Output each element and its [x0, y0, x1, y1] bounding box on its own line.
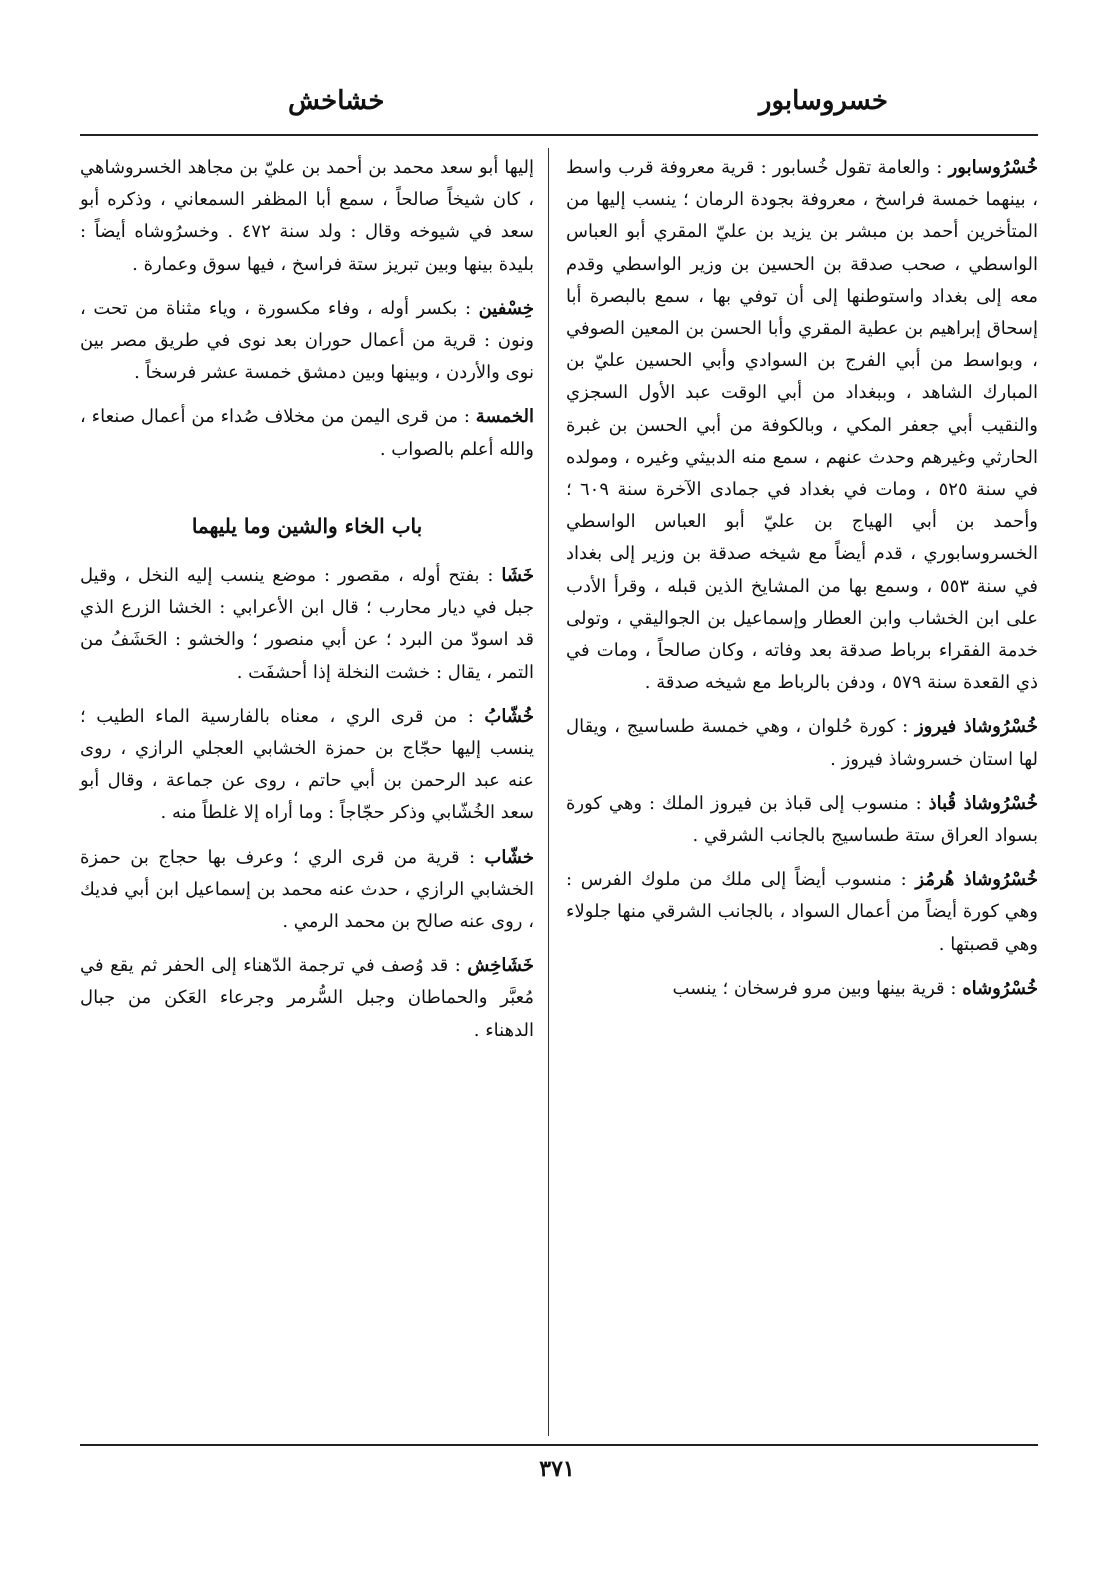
running-header-right: خسروسابور [758, 86, 888, 116]
entry-headword: خُسْرُوسابور [948, 157, 1038, 178]
entry [566, 711, 1038, 775]
entry-headword: خَشَا [501, 565, 534, 587]
entry [80, 701, 534, 830]
entry [80, 842, 534, 939]
entry [80, 293, 534, 390]
entry-text: : بفتح أوله ، مقصور : موضع ينسب إليه النخل ، وقيل جبل في ديار محارب ؛ قال ابن الأعرابي : الخشا الزرع الذي قد اسودّ من البرد ؛ عن أبي منصور ؛ والخشو : الحَشَفُ من التمر ، يقال : خشت النخلة إذا أحشفَت . [80, 565, 534, 683]
footer-rule [80, 1444, 1038, 1446]
entry [80, 401, 534, 465]
column-divider [548, 148, 549, 1436]
entry-text: : من قرى اليمن من مخلاف صُداء من أعمال صنعاء ، والله أعلم بالصواب . [80, 406, 534, 460]
entry-text: : قد وُصف في ترجمة الدّهناء إلى الحفر ثم يقع في مُعبَّر والحماطان وجبل السُّرمر وجرعاء العَكن من جبال الدهناء . [80, 955, 534, 1041]
entry-headword: خُسْرُوشاه [962, 977, 1038, 999]
header-rule [80, 134, 1038, 136]
entry [566, 788, 1038, 852]
entry [80, 950, 534, 1047]
right-column [566, 152, 1038, 1017]
entry-headword: خِسْفين [478, 297, 534, 319]
page-number: ٣٧١ [539, 1456, 575, 1482]
entry-headword: الخمسة [475, 406, 535, 428]
left-column [80, 152, 534, 1059]
entry-text: : قرية من قرى الري ؛ وعرف بها حجاج بن حمزة الخشابي الرازي ، حدث عنه محمد بن إسماعيل ابن أبي فديك ، روى عنه صالح بن محمد الرمي . [80, 846, 534, 933]
entry [566, 973, 1038, 1005]
entry [80, 560, 534, 689]
entry-headword: خَشَاخِش [467, 955, 534, 977]
entry [566, 864, 1038, 961]
running-header-left: خشاخش [288, 86, 385, 116]
entry-text: : قرية بينها وبين مرو فرسخان ؛ ينسب [672, 977, 957, 999]
entry-text: إليها أبو سعد محمد بن أحمد بن عليّ بن مجاهد الخسروشاهي ، كان شيخاً صالحاً ، سمع أبا المظفر السمعاني ، وذكره أبو سعد في شيوخه وقال : ولد سنة ٤٧٢ . وخسرُوشاه أيضاً : بليدة بينها وبين تبريز ستة فراسخ ، فيها سوق وعمارة . [80, 157, 534, 275]
entry-text: : منسوب إلى قباذ بن فيروز الملك : وهي كورة بسواد العراق ستة طساسيج بالجانب الشرقي . [566, 792, 1038, 847]
entry-text: : منسوب أيضاً إلى ملك من ملوك الفرس : وهي كورة أيضاً من أعمال السواد ، بالجانب الشرقي منها جلولاء وهي قصبتها . [566, 869, 1038, 955]
entry-headword: خُسْرُوشاذ قُباذ [928, 792, 1038, 814]
entry-headword: خُشّابُ [484, 705, 534, 727]
entry-headword: خُسْرُوشاذ فيروز [914, 716, 1038, 738]
entry-text: : كورة حُلوان ، وهي خمسة طساسيج ، ويقال لها استان خسروشاذ فيروز . [566, 716, 1038, 770]
entry-text: : والعامة تقول خُسابور : قرية معروفة قرب واسط ، بينهما خمسة فراسخ ، معروفة بجودة الرمان ؛ ينسب إليها من المتأخرين أحمد بن مبشر بن يزيد بن عليّ المقري أبو العباس الواسطي ، صحب صدقة بن الحسين بن وزير الواسطي وقدم معه إلى بغداد واستوطنها إلى أن توفي بها ، سمع بالبصرة أبا إسحاق إبراهيم بن عطية المقري وأبا الحسن بن المعين الصوفي ، وبواسط من أبي الفرج بن السوادي وأبي الحسين عليّ بن المبارك الشاهد ، وببغداد من أبي الوقت عبد الأول السجزي والنقيب أبي جعفر المكي ، وبالكوفة من أبي الحسن بن غبرة الحارثي وغيرهم وحدث عنهم ، سمع منه الدبيثي وغيره ، ومولده في سنة ٥٢٥ ، ومات في بغداد في جمادى الآخرة سنة ٦٠٩ ؛ وأحمد بن أبي الهياج بن عليّ أبو العباس الواسطي الخسروسابوري ، قدم أيضاً مع شيخه صدقة بن وزير إلى بغداد في سنة ٥٥٣ ، وسمع بها من المشايخ الذين قبله ، وقرأ الأدب على ابن الخشاب وابن العطار وإسماعيل بن الجواليقي ، وتولى خدمة الفقراء برباط صدقة بعد وفاته ، وكان صالحاً ، ومات في ذي القعدة سنة ٥٧٩ ، ودفن بالرباط مع شيخه صدقة . [566, 157, 1039, 694]
entry [566, 152, 1038, 699]
entry-continuation [80, 152, 534, 281]
entry-headword: خشّاب [484, 846, 534, 868]
entry-text: : بكسر أوله ، وفاء مكسورة ، وياء مثناة من تحت ، ونون : قرية من أعمال حوران بعد نوى في طريق مصر بين نوى والأردن ، وبينها وبين دمشق خمسة عشر فرسخاً . [80, 297, 534, 384]
entry-headword: خُسْرُوشاذ هُرمُز [915, 869, 1038, 891]
entry-text: : من قرى الري ، معناه بالفارسية الماء الطيب ؛ ينسب إليها حجّاج بن حمزة الخشابي العجلي الرازي ، روى عنه عبد الرحمن بن أبي حاتم ، روى عن جماعة ، وقال أبو سعد الخُشّابي وذكر حجّاجاً : وما أراه إلا غلطاً منه . [80, 705, 534, 824]
section-title: باب الخاء والشين وما يليهما [191, 513, 423, 538]
